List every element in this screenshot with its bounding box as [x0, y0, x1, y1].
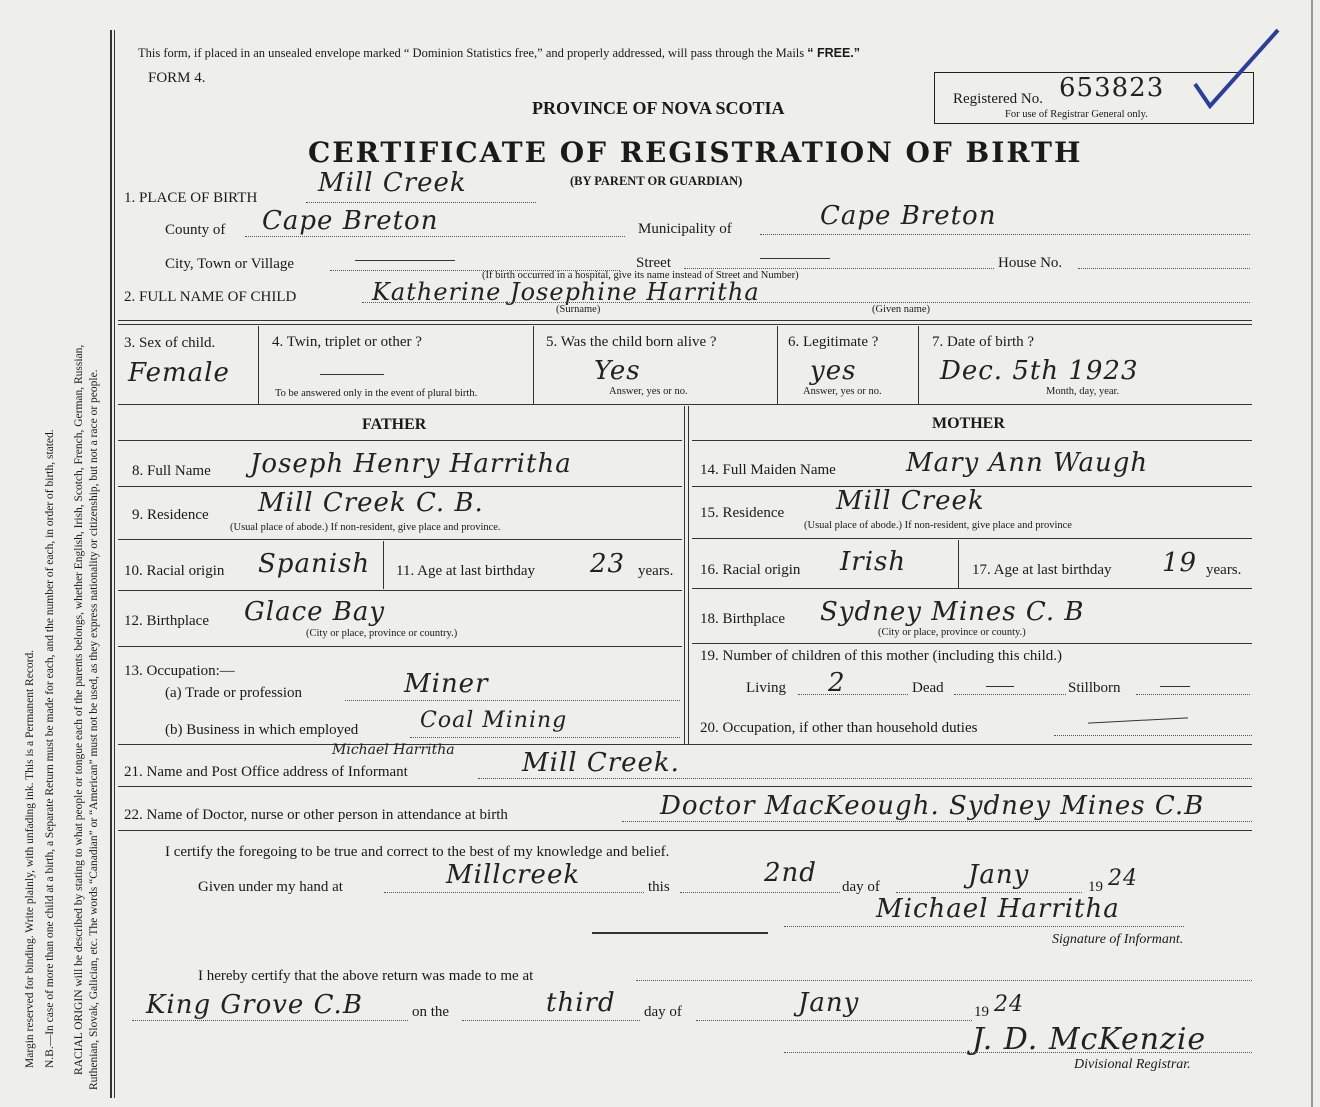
mother-heading: MOTHER — [932, 415, 1005, 432]
mother-row-rule-3 — [692, 588, 1252, 589]
children-label: 19. Number of children of this mother (including this child.) — [700, 648, 1063, 664]
street-label: Street — [636, 255, 671, 271]
father-abode-note: (Usual place of abode.) If non-resident, give place and province. — [230, 522, 501, 533]
father-birthplace-note: (City or place, province or country.) — [306, 628, 458, 639]
day-of-label: day of — [842, 879, 880, 895]
province-heading: PROVINCE OF NOVA SCOTIA — [532, 98, 785, 118]
registration-month-line — [696, 1020, 972, 1021]
registration-month-value: Jany — [798, 988, 860, 1018]
year-prefix-label: 19 — [1088, 879, 1103, 895]
mother-age-value: 19 — [1162, 548, 1198, 578]
divisional-registrar-label: Divisional Registrar. — [1074, 1057, 1191, 1072]
surname-note: (Surname) — [556, 304, 601, 315]
given-day-value: 2nd — [764, 858, 817, 888]
mother-birthplace-label: 18. Birthplace — [700, 611, 785, 627]
mother-row-rule-4 — [692, 643, 1252, 644]
municipality-line — [760, 234, 1250, 235]
father-row-rule-2 — [118, 539, 682, 540]
mother-abode-note: (Usual place of abode.) If non-resident, give place and province — [804, 520, 1072, 531]
house-no-label: House No. — [998, 255, 1063, 271]
rule-3 — [118, 744, 1252, 745]
father-name-value: Joseph Henry Harritha — [250, 449, 572, 479]
separator-rule — [592, 932, 768, 934]
given-name-note: (Given name) — [872, 304, 931, 315]
col-divider-4 — [918, 326, 919, 404]
informant-address-value: Mill Creek. — [522, 748, 680, 778]
mother-years-label: years. — [1206, 562, 1242, 578]
father-row-rule-3 — [118, 590, 682, 591]
county-line — [245, 236, 625, 237]
child-name-value: Katherine Josephine Harritha — [372, 278, 760, 306]
city-dash — [355, 260, 455, 261]
trade-label: (a) Trade or profession — [165, 685, 303, 701]
dob-label: 7. Date of birth ? — [932, 334, 1035, 350]
dead-label: Dead — [912, 680, 944, 696]
stillborn-line — [1136, 694, 1250, 695]
informant-label: 21. Name and Post Office address of Informant — [124, 764, 408, 780]
mother-race-value: Irish — [840, 547, 907, 577]
doctor-line — [622, 821, 1252, 822]
given-under-label: Given under my hand at — [198, 879, 343, 895]
sex-value: Female — [128, 358, 230, 388]
father-residence-value: Mill Creek C. B. — [258, 488, 484, 518]
given-month-value: Jany — [968, 860, 1030, 890]
father-heading: FATHER — [362, 416, 427, 433]
mother-name-value: Mary Ann Waugh — [906, 448, 1149, 478]
living-line — [798, 694, 908, 695]
col-divider-3 — [777, 326, 778, 404]
year-prefix-label-2: 19 — [974, 1004, 989, 1020]
col-divider-2 — [533, 326, 534, 404]
business-label: (b) Business in which employed — [165, 722, 359, 738]
col-divider-1 — [258, 326, 259, 404]
father-race-value: Spanish — [258, 549, 371, 579]
given-at-line — [384, 892, 644, 893]
rule-2 — [118, 404, 1252, 405]
city-label: City, Town or Village — [165, 256, 295, 272]
mother-occupation-label: 20. Occupation, if other than household duties — [700, 720, 978, 736]
trade-value: Miner — [404, 669, 489, 699]
child-name-line — [362, 302, 1250, 303]
margin-binding-note: Margin reserved for binding. Write plainly, with unfading ink. This is a Permanent Record. — [24, 649, 36, 1068]
dob-note: Month, day, year. — [1046, 386, 1120, 397]
county-label: County of — [165, 222, 226, 238]
house-no-line — [1078, 268, 1250, 269]
street-dash — [760, 258, 830, 259]
free-mail-notice: This form, if placed in an unsealed envelope marked “ Dominion Statistics free,” and properly addressed, will pass through the Mails “ FREE.” — [138, 46, 861, 60]
mother-residence-value: Mill Creek — [836, 486, 985, 516]
mother-rule — [692, 440, 1252, 441]
county-value: Cape Breton — [262, 206, 439, 236]
margin-racial-origin-note-2: Ruthenian, Slovak, Galician, etc. The words “Canadian” or “American” must not be used, as they express nationality or citizenship, but not a race or people. — [88, 369, 100, 1090]
given-at-value: Millcreek — [446, 860, 581, 890]
father-row-rule-1 — [118, 486, 682, 487]
twin-dash — [320, 374, 384, 375]
hereby-line — [636, 980, 1252, 981]
stillborn-dash — [1160, 686, 1190, 687]
living-label: Living — [746, 680, 786, 696]
margin-border — [110, 30, 112, 1098]
hereby-certify-statement: I hereby certify that the above return was made to me at — [198, 968, 534, 984]
father-race-divider — [383, 541, 384, 589]
rule-5 — [118, 830, 1252, 831]
mother-race-divider — [958, 540, 959, 588]
place-line — [306, 202, 536, 203]
given-month-line — [896, 892, 1082, 893]
registration-year-value: 24 — [994, 992, 1024, 1017]
rule-1 — [118, 320, 1252, 321]
informant-signature: Michael Harritha — [876, 894, 1120, 924]
father-years-label: years. — [638, 563, 674, 579]
mother-occupation-dash — [1088, 717, 1188, 723]
dead-line — [954, 694, 1066, 695]
mother-row-rule-2 — [692, 538, 1252, 539]
certify-statement: I certify the foregoing to be true and correct to the best of my knowledge and belief. — [165, 844, 670, 860]
sex-label: 3. Sex of child. — [124, 335, 216, 351]
dead-dash — [986, 686, 1014, 687]
father-name-label: 8. Full Name — [132, 463, 211, 479]
legitimate-value: yes — [810, 356, 857, 386]
registrar-sig-line — [784, 1052, 1252, 1053]
father-race-label: 10. Racial origin — [124, 563, 225, 579]
stillborn-label: Stillborn — [1068, 680, 1121, 696]
rule-1b — [118, 324, 1252, 325]
given-day-line — [680, 892, 840, 893]
mother-age-label: 17. Age at last birthday — [972, 562, 1112, 578]
legitimate-note: Answer, yes or no. — [803, 386, 882, 397]
place-of-birth-label: 1. PLACE OF BIRTH — [124, 190, 258, 206]
certificate-title: CERTIFICATE OF REGISTRATION OF BIRTH — [308, 136, 1083, 169]
trade-line — [345, 700, 680, 701]
margin-border-inner — [114, 30, 115, 1098]
informant-sig-line — [784, 926, 1184, 927]
registration-day-value: third — [546, 988, 616, 1018]
father-birthplace-value: Glace Bay — [244, 597, 386, 627]
checkmark-icon — [1190, 24, 1285, 114]
registration-place-line — [132, 1020, 408, 1021]
mother-race-label: 16. Racial origin — [700, 562, 801, 578]
margin-nb-note: N.B.—In case of more than one child at a birth, a Separate Return must be made for each, and the number of each, in order of birth, stated. — [44, 429, 56, 1068]
registered-number: 653823 — [1059, 73, 1165, 103]
on-the-label: on the — [412, 1004, 450, 1020]
registration-place-value: King Grove C.B — [146, 990, 363, 1020]
mother-birthplace-value: Sydney Mines C. B — [820, 597, 1085, 627]
registered-label: Registered No. — [953, 91, 1043, 107]
registrar-use-note: For use of Registrar General only. — [1005, 109, 1148, 120]
parents-divider-b — [688, 406, 689, 744]
father-row-rule-4 — [118, 646, 682, 647]
hospital-note: (If birth occurred in a hospital, give its name instead of Street and Number) — [482, 270, 799, 281]
day-of-label-2: day of — [644, 1004, 682, 1020]
parents-divider — [684, 406, 685, 744]
legitimate-label: 6. Legitimate ? — [788, 334, 879, 350]
street-line — [684, 268, 994, 269]
mother-name-label: 14. Full Maiden Name — [700, 462, 836, 478]
registration-day-line — [462, 1020, 640, 1021]
father-age-value: 23 — [590, 549, 626, 579]
dob-value: Dec. 5th 1923 — [940, 356, 1139, 386]
registrar-signature: J. D. McKenzie — [972, 1022, 1207, 1057]
mother-birthplace-note: (City or place, province or county.) — [878, 627, 1026, 638]
this-label: this — [648, 879, 670, 895]
doctor-label: 22. Name of Doctor, nurse or other person in attendance at birth — [124, 807, 508, 823]
signature-of-informant-label: Signature of Informant. — [1052, 932, 1184, 947]
business-value: Coal Mining — [420, 708, 568, 733]
rule-4 — [118, 786, 1252, 787]
mother-residence-label: 15. Residence — [700, 505, 785, 521]
informant-line — [478, 778, 1252, 779]
business-line — [410, 737, 680, 738]
father-age-label: 11. Age at last birthday — [396, 563, 535, 579]
father-birthplace-label: 12. Birthplace — [124, 613, 209, 629]
certificate-subtitle: (BY PARENT OR GUARDIAN) — [570, 174, 743, 188]
place-of-birth-value: Mill Creek — [318, 168, 467, 198]
edge-crease — [1311, 0, 1313, 1107]
father-residence-label: 9. Residence — [132, 507, 209, 523]
informant-name-value: Michael Harritha — [332, 742, 455, 758]
municipality-label: Municipality of — [638, 221, 732, 237]
twin-label: 4. Twin, triplet or other ? — [272, 334, 422, 350]
born-alive-note: Answer, yes or no. — [609, 386, 688, 397]
mother-occupation-line — [1054, 735, 1252, 736]
form-number: FORM 4. — [148, 70, 206, 86]
twin-note: To be answered only in the event of plural birth. — [275, 388, 478, 399]
father-rule — [118, 440, 682, 441]
given-year-value: 24 — [1108, 866, 1138, 891]
occupation-label: 13. Occupation:— — [124, 663, 235, 679]
child-name-label: 2. FULL NAME OF CHILD — [124, 289, 297, 305]
municipality-value: Cape Breton — [820, 201, 997, 231]
living-value: 2 — [828, 668, 846, 698]
born-alive-label: 5. Was the child born alive ? — [546, 334, 717, 350]
margin-racial-origin-note: RACIAL ORIGIN will be described by stating to what people or tongue each of the parents belongs, whether English, Irish, Scotch, French, German, Russian, — [73, 344, 85, 1075]
born-alive-value: Yes — [594, 356, 641, 386]
doctor-value: Doctor MacKeough. Sydney Mines C.B — [660, 791, 1205, 821]
